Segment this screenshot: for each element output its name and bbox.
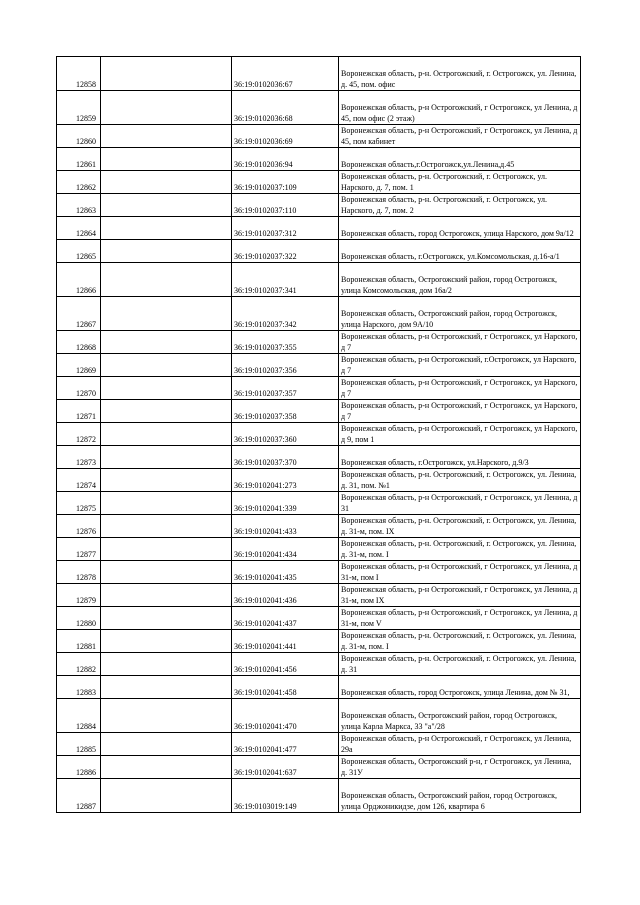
table-row <box>57 263 581 297</box>
row-number-cell: 12867 <box>57 297 101 331</box>
address-cell: Воронежская область, Острогожский район, город Острогожск, улица Комсомольская, дом 16а/2 <box>339 263 581 297</box>
row-number-cell: 12877 <box>57 538 101 561</box>
table-row <box>57 492 581 515</box>
address-cell: Воронежская область, р-н. Острогожский, г. Острогожск, ул. Ленина, д. 31-м, пом. I <box>339 538 581 561</box>
cadastral-number-cell: 36:19:0102037:109 <box>232 171 339 194</box>
empty-cell <box>101 377 232 400</box>
empty-cell <box>101 653 232 676</box>
address-cell: Воронежская область, р-н Острогожский, г Острогожск, ул Ленина, д 31-м, пом I <box>339 561 581 584</box>
cadastral-number-cell: 36:19:0102037:370 <box>232 446 339 469</box>
empty-cell <box>101 194 232 217</box>
table-row <box>57 148 581 171</box>
empty-cell <box>101 446 232 469</box>
address-cell: Воронежская область, р-н. Острогожский, г. Острогожск, ул. Ленина, д. 31, пом. №1 <box>339 469 581 492</box>
table-row <box>57 607 581 630</box>
row-number-cell: 12872 <box>57 423 101 446</box>
row-number-cell: 12884 <box>57 699 101 733</box>
address-cell: Воронежская область, р-н. Острогожский, г. Острогожск, ул. Ленина, д. 45, пом. офис <box>339 57 581 91</box>
table-row <box>57 377 581 400</box>
cadastral-number-cell: 36:19:0102037:358 <box>232 400 339 423</box>
address-cell: Воронежская область, город Острогожск, улица Ленина, дом № 31, <box>339 676 581 699</box>
empty-cell <box>101 354 232 377</box>
cadastral-number-cell: 36:19:0102037:312 <box>232 217 339 240</box>
row-number-cell: 12874 <box>57 469 101 492</box>
cadastral-number-cell: 36:19:0102041:434 <box>232 538 339 561</box>
row-number-cell: 12883 <box>57 676 101 699</box>
table-row <box>57 57 581 91</box>
address-cell: Воронежская область, Острогожский район, город Острогожск, улица Орджоникидзе, дом 126, квартира 6 <box>339 779 581 813</box>
cadastral-table-body <box>57 57 581 813</box>
empty-cell <box>101 492 232 515</box>
cadastral-number-cell: 36:19:0102041:435 <box>232 561 339 584</box>
empty-cell <box>101 756 232 779</box>
table-row <box>57 584 581 607</box>
address-cell: Воронежская область, р-н Острогожский, г.Острогожск, ул Нарского, д 7 <box>339 354 581 377</box>
table-row <box>57 699 581 733</box>
empty-cell <box>101 91 232 125</box>
empty-cell <box>101 676 232 699</box>
table-row <box>57 217 581 240</box>
table-row <box>57 194 581 217</box>
address-cell: Воронежская область, р-н Острогожский, г Острогожск, ул Нарского, д 7 <box>339 331 581 354</box>
cadastral-number-cell: 36:19:0102037:342 <box>232 297 339 331</box>
table-row <box>57 354 581 377</box>
cadastral-number-cell: 36:19:0102041:437 <box>232 607 339 630</box>
empty-cell <box>101 331 232 354</box>
address-cell: Воронежская область, р-н Острогожский, г Острогожск, ул Нарского, д 7 <box>339 377 581 400</box>
address-cell: Воронежская область,г.Острогожск,ул.Ленина,д.45 <box>339 148 581 171</box>
empty-cell <box>101 217 232 240</box>
row-number-cell: 12876 <box>57 515 101 538</box>
address-cell: Воронежская область, р-н. Острогожский, г. Острогожск, ул. Ленина, д. 31 <box>339 653 581 676</box>
cadastral-number-cell: 36:19:0102036:69 <box>232 125 339 148</box>
address-cell: Воронежская область, г.Острогожск, ул.Нарского, д.9/3 <box>339 446 581 469</box>
address-cell: Воронежская область, р-н Острогожский, г Острогожск, ул Ленина, д 45, пом кабинет <box>339 125 581 148</box>
address-cell: Воронежская область, г.Острогожск, ул.Комсомольская, д.16-а/1 <box>339 240 581 263</box>
address-cell: Воронежская область, Острогожский район, город Острогожск, улица Карла Маркса, 33 "а"/28 <box>339 699 581 733</box>
address-cell: Воронежская область, р-н. Острогожский, г. Острогожск, ул. Ленина, д. 31-м, пом. I <box>339 630 581 653</box>
cadastral-number-cell: 36:19:0103019:149 <box>232 779 339 813</box>
address-cell: Воронежская область, р-н. Острогожский, г. Острогожск, ул. Ленина, д. 31-м, пом. IX <box>339 515 581 538</box>
cadastral-number-cell: 36:19:0102037:356 <box>232 354 339 377</box>
empty-cell <box>101 469 232 492</box>
row-number-cell: 12861 <box>57 148 101 171</box>
cadastral-number-cell: 36:19:0102037:357 <box>232 377 339 400</box>
row-number-cell: 12869 <box>57 354 101 377</box>
cadastral-number-cell: 36:19:0102041:458 <box>232 676 339 699</box>
address-cell: Воронежская область, город Острогожск, улица Нарского, дом 9а/12 <box>339 217 581 240</box>
table-row <box>57 171 581 194</box>
table-row <box>57 779 581 813</box>
empty-cell <box>101 171 232 194</box>
table-row <box>57 423 581 446</box>
row-number-cell: 12875 <box>57 492 101 515</box>
row-number-cell: 12871 <box>57 400 101 423</box>
cadastral-number-cell: 36:19:0102041:456 <box>232 653 339 676</box>
empty-cell <box>101 148 232 171</box>
empty-cell <box>101 584 232 607</box>
row-number-cell: 12865 <box>57 240 101 263</box>
address-cell: Воронежская область, р-н. Острогожский, г. Острогожск, ул. Нарского, д. 7, пом. 2 <box>339 194 581 217</box>
cadastral-number-cell: 36:19:0102041:436 <box>232 584 339 607</box>
table-row <box>57 630 581 653</box>
address-cell: Воронежская область, р-н Острогожский, г Острогожск, ул Нарского, д 7 <box>339 400 581 423</box>
row-number-cell: 12864 <box>57 217 101 240</box>
table-row <box>57 469 581 492</box>
cadastral-table <box>56 56 581 813</box>
table-row <box>57 400 581 423</box>
empty-cell <box>101 607 232 630</box>
empty-cell <box>101 630 232 653</box>
row-number-cell: 12859 <box>57 91 101 125</box>
empty-cell <box>101 561 232 584</box>
cadastral-number-cell: 36:19:0102037:322 <box>232 240 339 263</box>
row-number-cell: 12860 <box>57 125 101 148</box>
table-row <box>57 538 581 561</box>
row-number-cell: 12873 <box>57 446 101 469</box>
row-number-cell: 12858 <box>57 57 101 91</box>
empty-cell <box>101 515 232 538</box>
empty-cell <box>101 699 232 733</box>
row-number-cell: 12885 <box>57 733 101 756</box>
address-cell: Воронежская область, Острогожский район, город Острогожск, улица Нарского, дом 9А/10 <box>339 297 581 331</box>
cadastral-number-cell: 36:19:0102041:637 <box>232 756 339 779</box>
address-cell: Воронежская область, Острогожский р-н, г Острогожск, ул Ленина, д. 31У <box>339 756 581 779</box>
cadastral-number-cell: 36:19:0102036:67 <box>232 57 339 91</box>
address-cell: Воронежская область, р-н Острогожский, г Острогожск, ул Ленина, д 31 <box>339 492 581 515</box>
table-row <box>57 240 581 263</box>
empty-cell <box>101 733 232 756</box>
empty-cell <box>101 57 232 91</box>
table-row <box>57 331 581 354</box>
row-number-cell: 12881 <box>57 630 101 653</box>
empty-cell <box>101 779 232 813</box>
row-number-cell: 12868 <box>57 331 101 354</box>
cadastral-number-cell: 36:19:0102037:360 <box>232 423 339 446</box>
empty-cell <box>101 125 232 148</box>
cadastral-number-cell: 36:19:0102037:355 <box>232 331 339 354</box>
table-row <box>57 561 581 584</box>
row-number-cell: 12879 <box>57 584 101 607</box>
row-number-cell: 12866 <box>57 263 101 297</box>
row-number-cell: 12887 <box>57 779 101 813</box>
cadastral-number-cell: 36:19:0102041:470 <box>232 699 339 733</box>
address-cell: Воронежская область, р-н. Острогожский, г. Острогожск, ул. Нарского, д. 7, пом. 1 <box>339 171 581 194</box>
cadastral-number-cell: 36:19:0102037:110 <box>232 194 339 217</box>
address-cell: Воронежская область, р-н Острогожский, г Острогожск, ул Нарского, д 9, пом 1 <box>339 423 581 446</box>
table-row <box>57 653 581 676</box>
cadastral-number-cell: 36:19:0102036:94 <box>232 148 339 171</box>
table-row <box>57 676 581 699</box>
cadastral-number-cell: 36:19:0102036:68 <box>232 91 339 125</box>
table-row <box>57 446 581 469</box>
empty-cell <box>101 423 232 446</box>
empty-cell <box>101 297 232 331</box>
table-row <box>57 297 581 331</box>
row-number-cell: 12886 <box>57 756 101 779</box>
empty-cell <box>101 263 232 297</box>
address-cell: Воронежская область, р-н Острогожский, г Острогожск, ул Ленина, д 31-м, пом IX <box>339 584 581 607</box>
table-row <box>57 756 581 779</box>
address-cell: Воронежская область, р-н Острогожский, г Острогожск, ул Ленина, 29а <box>339 733 581 756</box>
empty-cell <box>101 538 232 561</box>
table-row <box>57 515 581 538</box>
cadastral-number-cell: 36:19:0102041:273 <box>232 469 339 492</box>
table-row <box>57 733 581 756</box>
table-row <box>57 125 581 148</box>
row-number-cell: 12870 <box>57 377 101 400</box>
cadastral-number-cell: 36:19:0102041:477 <box>232 733 339 756</box>
cadastral-number-cell: 36:19:0102037:341 <box>232 263 339 297</box>
row-number-cell: 12878 <box>57 561 101 584</box>
row-number-cell: 12862 <box>57 171 101 194</box>
table-row <box>57 91 581 125</box>
cadastral-number-cell: 36:19:0102041:339 <box>232 492 339 515</box>
empty-cell <box>101 240 232 263</box>
row-number-cell: 12882 <box>57 653 101 676</box>
cadastral-number-cell: 36:19:0102041:433 <box>232 515 339 538</box>
address-cell: Воронежская область, р-н Острогожский, г Острогожск, ул Ленина, д 45, пом офис (2 этаж) <box>339 91 581 125</box>
cadastral-number-cell: 36:19:0102041:441 <box>232 630 339 653</box>
row-number-cell: 12880 <box>57 607 101 630</box>
address-cell: Воронежская область, р-н Острогожский, г Острогожск, ул Ленина, д 31-м, пом V <box>339 607 581 630</box>
empty-cell <box>101 400 232 423</box>
row-number-cell: 12863 <box>57 194 101 217</box>
